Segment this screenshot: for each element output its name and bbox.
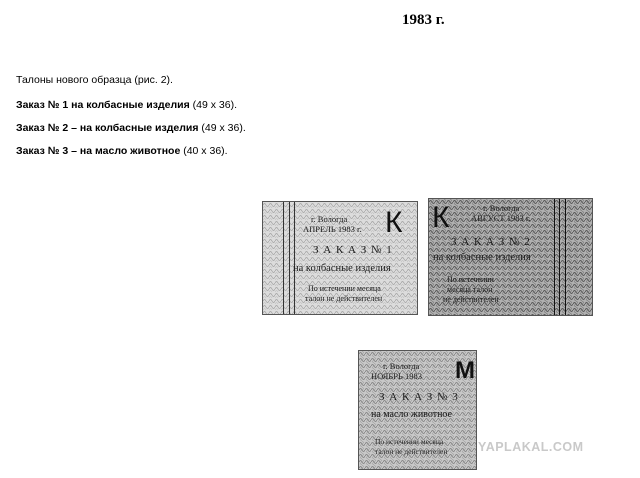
site-watermark: YAPLAKAL.COM bbox=[478, 440, 584, 454]
order3-line bbox=[16, 145, 228, 157]
order2-line bbox=[16, 122, 246, 134]
coupon-month: АПРЕЛЬ 1983 г. bbox=[303, 224, 362, 234]
coupon-order-1 bbox=[262, 201, 418, 315]
order2-title: Заказ № 2 – на колбасные изделия bbox=[16, 122, 199, 134]
intro-text: Талоны нового образца (рис. 2). bbox=[16, 74, 173, 86]
coupon-note: По истечении месяца bbox=[375, 437, 444, 446]
coupon-letter: К bbox=[385, 206, 403, 239]
coupon-note: По истечении месяца bbox=[308, 284, 381, 293]
coupon-stripe bbox=[559, 199, 560, 315]
coupon-product: на масло животное bbox=[371, 409, 452, 420]
coupon-stripe bbox=[283, 202, 284, 314]
order1-size: (49 х 36). bbox=[189, 99, 237, 111]
coupon-city: г. Вологда bbox=[383, 361, 420, 371]
coupon-city: г. Вологда bbox=[311, 214, 348, 224]
page-year-heading: 1983 г. bbox=[402, 12, 445, 28]
order3-size: (40 х 36). bbox=[180, 145, 228, 157]
coupon-order: З А К А З № 3 bbox=[379, 391, 459, 403]
coupon-note: По истечении bbox=[447, 275, 494, 284]
coupon-stripe bbox=[565, 199, 566, 315]
coupon-note: талон не действителен bbox=[375, 447, 448, 456]
order2-size: (49 х 36). bbox=[198, 122, 246, 134]
coupon-city: г. Вологда bbox=[483, 203, 520, 213]
coupon-order: З А К А З № 2 bbox=[451, 236, 531, 248]
coupon-month: АВГУСТ 1983 г. bbox=[471, 213, 531, 223]
coupon-product: на колбасные изделия bbox=[293, 263, 391, 274]
intro-line bbox=[16, 74, 173, 86]
coupon-order: З А К А З № 1 bbox=[313, 244, 393, 256]
coupon-order-2 bbox=[428, 198, 593, 316]
coupon-order-3 bbox=[358, 350, 477, 470]
coupon-note: месяца талон bbox=[447, 285, 493, 294]
coupon-stripe bbox=[294, 202, 295, 314]
coupon-letter: М bbox=[455, 357, 475, 384]
order3-title: Заказ № 3 – на масло животное bbox=[16, 145, 181, 157]
coupon-stripe bbox=[289, 202, 290, 314]
coupon-product: на колбасные изделия bbox=[433, 252, 531, 263]
order1-title: Заказ № 1 на колбасные изделия bbox=[16, 99, 190, 111]
coupon-note: талон не действителен bbox=[305, 294, 383, 303]
coupon-note: не действителен bbox=[443, 295, 499, 304]
order1-line bbox=[16, 99, 237, 111]
coupon-month: НОЯБРЬ 1983 bbox=[371, 371, 422, 381]
coupon-letter: К bbox=[432, 201, 450, 234]
coupon-stripe bbox=[554, 199, 555, 315]
